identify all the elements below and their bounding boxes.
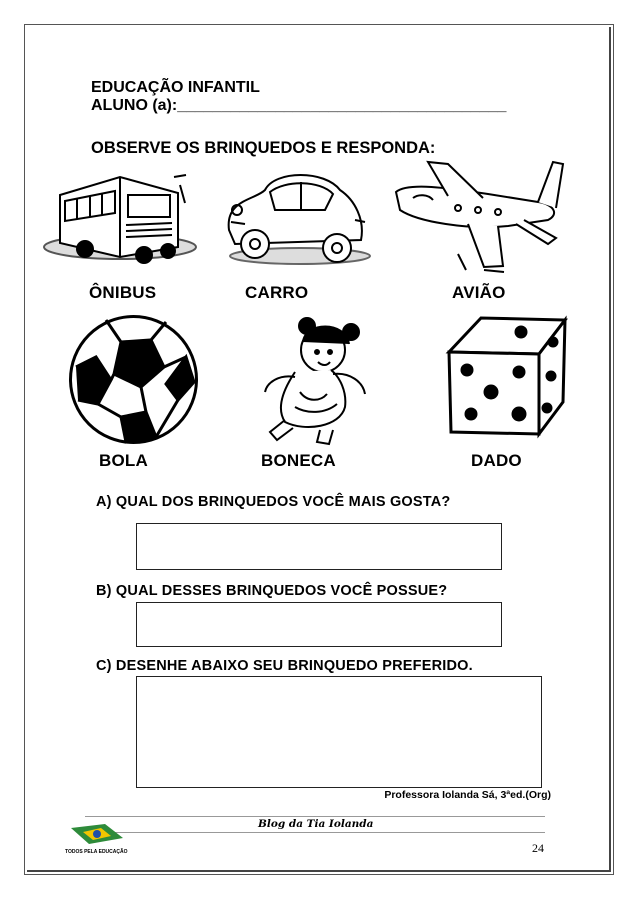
answer-box-a[interactable] (136, 523, 502, 570)
blog-name: Blog da Tia Iolanda (258, 818, 374, 830)
toy-label-car: CARRO (245, 283, 309, 302)
instruction-title: OBSERVE OS BRINQUEDOS E RESPONDA: (91, 139, 436, 157)
footer-divider-top (85, 816, 545, 817)
airplane-icon (388, 152, 568, 277)
toy-label-dice: DADO (471, 451, 522, 470)
toy-label-bus: ÔNIBUS (89, 283, 157, 302)
car-icon (215, 160, 375, 270)
credit-text: Professora Iolanda Sá, 3ªed.(Org) (384, 789, 551, 801)
doll-icon (245, 312, 375, 447)
student-name-line: ALUNO (a):_____________________________________ (91, 97, 507, 114)
answer-box-b[interactable] (136, 602, 502, 647)
logo-text: TODOS PELA EDUCAÇÃO (65, 849, 128, 855)
question-a: A) QUAL DOS BRINQUEDOS VOCÊ MAIS GOSTA? (96, 494, 451, 510)
education-logo (63, 822, 133, 856)
bus-icon (40, 165, 200, 265)
ball-icon (66, 312, 201, 447)
toy-label-ball: BOLA (99, 451, 148, 470)
drawing-box-c[interactable] (136, 676, 542, 788)
question-b: B) QUAL DESSES BRINQUEDOS VOCÊ POSSUE? (96, 583, 448, 599)
toy-label-airplane: AVIÃO (452, 283, 506, 302)
page-number: 24 (532, 841, 544, 855)
dice-icon (443, 310, 571, 440)
question-c: C) DESENHE ABAIXO SEU BRINQUEDO PREFERIDO. (96, 658, 473, 674)
footer-divider-bottom (85, 832, 545, 833)
school-level: EDUCAÇÃO INFANTIL (91, 79, 260, 96)
toy-label-doll: BONECA (261, 451, 336, 470)
